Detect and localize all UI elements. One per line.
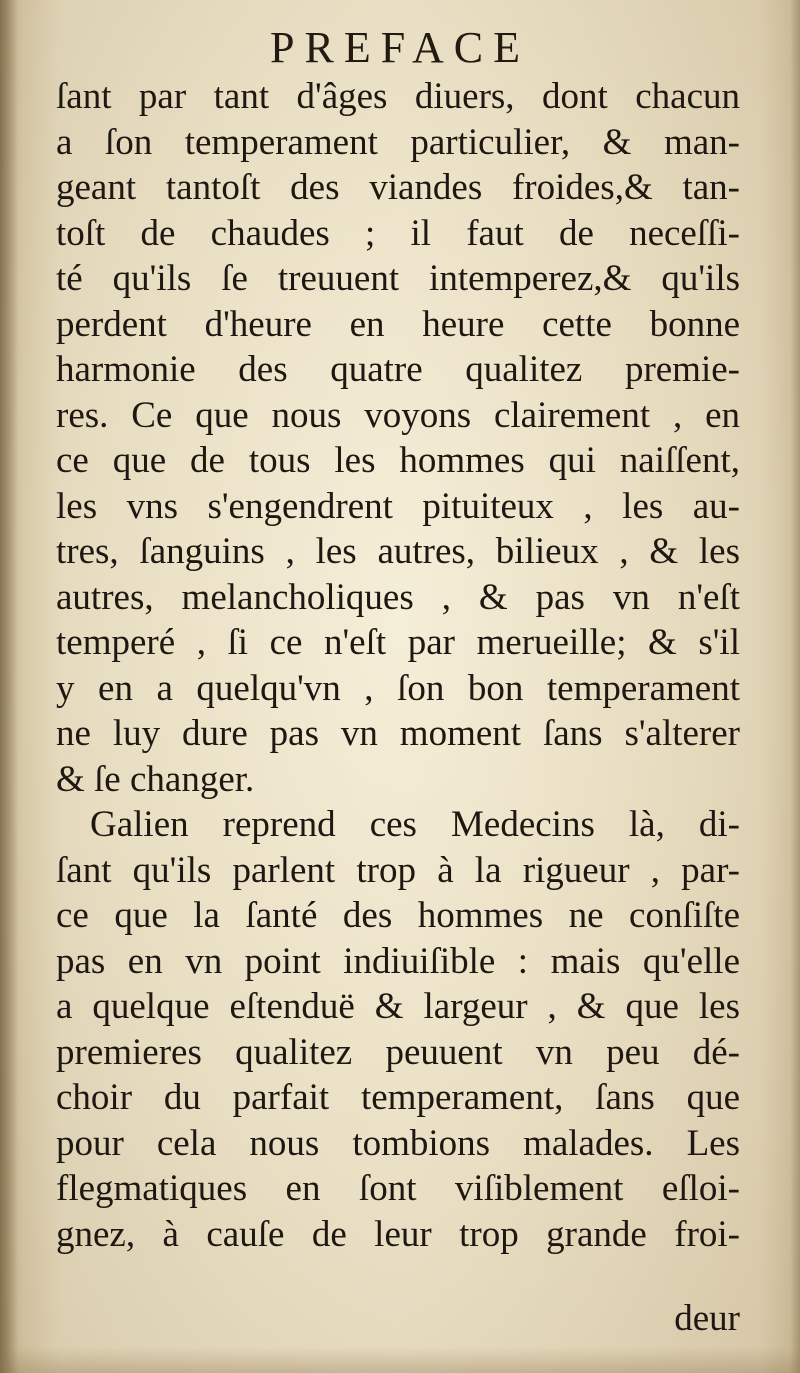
text-line: té qu'ils ſe treuuent intemperez,& qu'ils (56, 258, 740, 299)
text-line: ne luy dure pas vn moment ſans s'alterer (56, 713, 740, 754)
text-line: geant tantoſt des viandes froides,& tan- (56, 167, 740, 208)
text-line: flegmatiques en ſont viſiblement eſloi- (56, 1168, 740, 1209)
text-line: autres, melancholiques , & pas vn n'eſt (56, 576, 740, 618)
text-line: tres, ſanguins , les autres, bilieux , & les (56, 531, 740, 572)
text-line: premieres qualitez peuuent vn peu dé- (56, 1031, 740, 1073)
running-head: PREFACE (270, 23, 530, 72)
text-line: ſant qu'ils parlent trop à la rigueur , par- (56, 849, 740, 891)
text-line: a quelque eſtenduë & largeur , & que les (56, 986, 740, 1027)
text-line: a ſon temperament particulier, & man- (56, 121, 740, 163)
text-line: y en a quelqu'vn , ſon bon temperament (56, 667, 740, 709)
catchword: deur (674, 1298, 740, 1339)
text-line: ſant par tant d'âges diuers, dont chacun (56, 76, 740, 117)
text-line: temperé , ſi ce n'eſt par merueille; & s'il (56, 622, 740, 663)
text-line: perdent d'heure en heure cette bonne (56, 303, 740, 345)
text-line: pas en vn point indiuiſible : mais qu'elle (56, 940, 740, 982)
paragraph-start-line: Galien reprend ces Medecins là, di- (90, 804, 740, 845)
text-line: ce que de tous les hommes qui naiſſent, (56, 440, 740, 481)
text-line: res. Ce que nous voyons clairement , en (56, 394, 740, 436)
text-line: toſt de chaudes ; il faut de neceſſi- (56, 212, 740, 254)
text-line: choir du parfait temperament, ſans que (56, 1077, 740, 1118)
text-line: harmonie des quatre qualitez premie- (56, 349, 740, 390)
page-edge (790, 0, 800, 1373)
paragraph-end-line: & ſe changer. (56, 758, 255, 800)
body-text (56, 74, 740, 1257)
page-bottom-edge (0, 1347, 800, 1373)
text-line: pour cela nous tombions malades. Les (56, 1122, 740, 1164)
gutter-shadow (0, 0, 18, 1373)
text-line: gnez, à cauſe de leur trop grande froi- (56, 1213, 740, 1255)
text-line: ce que la ſanté des hommes ne conſiſte (56, 895, 740, 936)
text-line: les vns s'engendrent pituiteux , les au- (56, 485, 740, 527)
